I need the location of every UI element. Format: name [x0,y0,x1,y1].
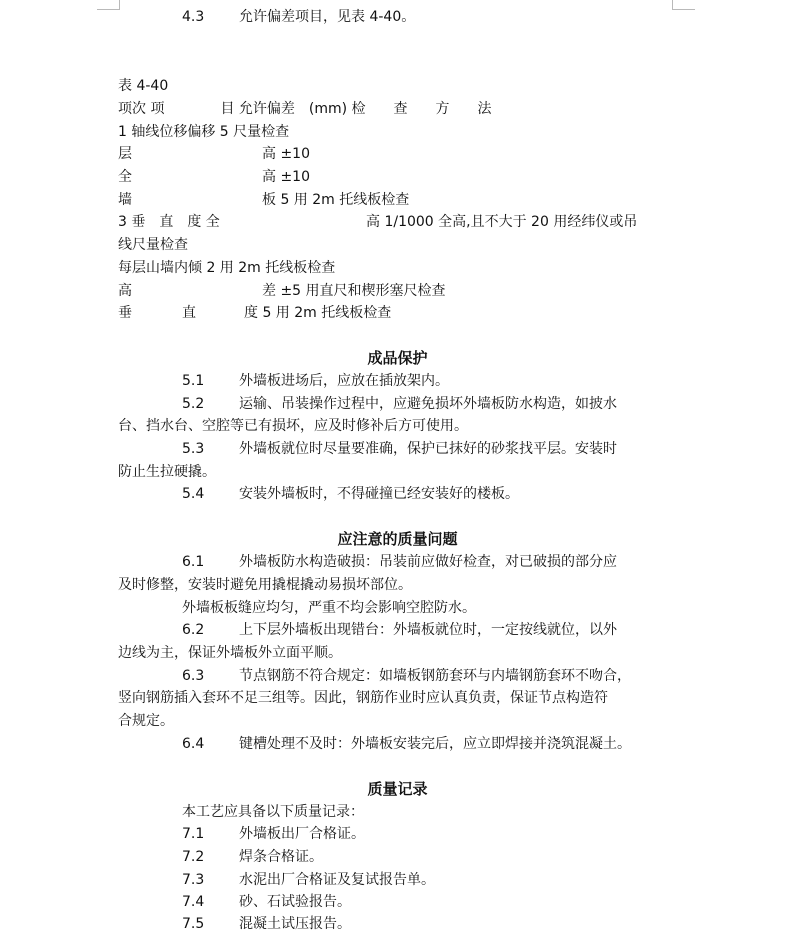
margin-mark-top-right [672,0,695,10]
list-item: 5.2 运输、吊装操作过程中，应避免损坏外墙板防水构造，如披水 [182,396,617,412]
table-row: 层 高 ±10 [118,146,310,162]
section-heading: 成品保护 [367,349,428,367]
list-item-continuation: 竖向钢筋插入套环不足三组等。因此，钢筋作业时应认真负责，保证节点构造符 [118,690,608,706]
list-item: 5.4 安装外墙板时，不得碰撞已经安装好的楼板。 [182,486,519,502]
list-item: 6.3 节点钢筋不符合规定：如墙板钢筋套环与内墙钢筋套环不吻合， [182,668,631,684]
list-item: 6.1 外墙板防水构造破损：吊装前应做好检查，对已破损的部分应 [182,554,617,570]
margin-mark-top-left [97,0,120,10]
list-item: 7.4 砂、石试验报告。 [182,894,351,910]
table-row: 1 轴线位移偏移 5 尺量检查 [118,124,290,140]
note-paragraph: 外墙板板缝应均匀，严重不均会影响空腔防水。 [182,600,476,616]
section-heading: 应注意的质量问题 [337,530,458,548]
table-title: 表 4-40 [118,78,169,94]
list-item: 7.1 外墙板出厂合格证。 [182,826,365,842]
list-item: 7.5 混凝土试压报告。 [182,916,351,932]
list-item-continuation: 台、挡水台、空腔等已有损坏，应及时修补后方可使用。 [118,418,468,434]
table-row-continuation: 线尺量检查 [118,237,188,253]
section-heading: 质量记录 [367,780,428,798]
list-item: 6.4 键槽处理不及时：外墙板安装完后，应立即焊接并浇筑混凝土。 [182,736,631,752]
table-row: 全 高 ±10 [118,169,310,185]
list-item-continuation: 合规定。 [118,713,174,729]
list-item: 7.3 水泥出厂合格证及复试报告单。 [182,872,435,888]
table-row: 高 差 ±5 用直尺和楔形塞尺检查 [118,283,446,299]
list-item-continuation: 防止生拉硬撬。 [118,464,216,480]
table-header: 项次 项 目 允许偏差 (mm) 检 查 方 法 [118,101,492,117]
paragraph-4-3: 4.3 允许偏差项目，见表 4-40。 [182,9,416,25]
table-row: 墙 板 5 用 2m 托线板检查 [118,192,410,208]
list-item: 6.2 上下层外墙板出现错台：外墙板就位时，一定按线就位，以外 [182,622,617,638]
table-row: 3 垂 直 度 全 高 1/1000 全高,且不大于 20 用经纬仪或吊 [118,214,638,230]
table-row: 垂 直 度 5 用 2m 托线板检查 [118,305,392,321]
list-item-continuation: 及时修整，安装时避免用撬棍撬动易损坏部位。 [118,577,412,593]
list-item-continuation: 边线为主，保证外墙板外立面平顺。 [118,645,342,661]
table-row: 每层山墙内倾 2 用 2m 托线板检查 [118,260,336,276]
list-item: 5.1 外墙板进场后，应放在插放架内。 [182,373,449,389]
intro-paragraph: 本工艺应具备以下质量记录： [182,804,364,820]
list-item: 7.2 焊条合格证。 [182,849,323,865]
list-item: 5.3 外墙板就位时尽量要准确，保护已抹好的砂浆找平层。安装时 [182,441,617,457]
